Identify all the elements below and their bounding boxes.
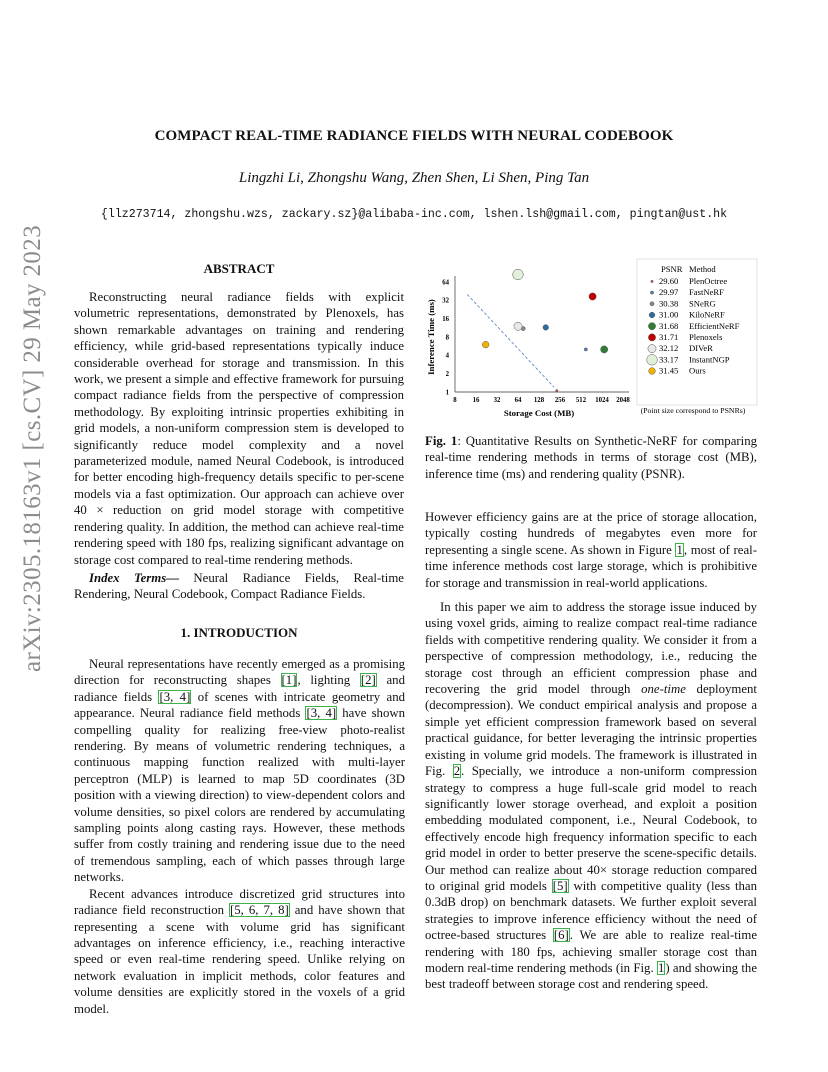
- legend-psnr: 31.00: [659, 309, 679, 320]
- legend-marker: [648, 345, 656, 353]
- y-tick-label: 1: [445, 389, 449, 397]
- legend-marker: [649, 368, 656, 375]
- legend-psnr: 33.17: [659, 354, 679, 365]
- y-tick-label: 16: [442, 316, 449, 324]
- legend-psnr: 31.68: [659, 320, 679, 331]
- citation-link[interactable]: [1]: [281, 673, 297, 688]
- legend-method: FastNeRF: [689, 287, 724, 298]
- figure-note: (Point size correspond to PSNRs): [640, 406, 746, 415]
- legend-psnr: 31.71: [659, 332, 679, 342]
- citation-link[interactable]: [2]: [360, 673, 376, 688]
- point-instantngp: [513, 269, 524, 280]
- figure-link[interactable]: 2: [453, 764, 461, 779]
- index-terms-text: Neural Radiance Fields, Real-time Rendering, Neural Codebook, Compact Radiance Fields.: [74, 571, 404, 602]
- legend-psnr: 31.45: [659, 365, 679, 376]
- citation-link[interactable]: [3, 4]: [159, 689, 191, 704]
- legend-method: PlenOctree: [689, 276, 728, 286]
- arxiv-side-label: arXiv:2305.18163v1 [cs.CV] 29 May 2023: [19, 224, 46, 672]
- citation-link[interactable]: [5, 6, 7, 8]: [230, 903, 289, 918]
- author-emails: {llz273714, zhongshu.wzs, zackary.sz}@alibaba-inc.com, lshen.lsh@gmail.com, pingtan@ust.hk: [100, 208, 728, 221]
- abstract-text: [74, 289, 404, 568]
- citation-link[interactable]: [5]: [552, 878, 568, 893]
- legend-marker: [648, 323, 655, 330]
- introduction-text: [74, 656, 405, 1017]
- point-plenoxels: [589, 293, 596, 300]
- point-plenoctree: [556, 390, 558, 392]
- index-terms-label: Index Terms—: [89, 571, 180, 585]
- author-list: Lingzhi Li, Zhongshu Wang, Zhen Shen, Li Shen, Ping Tan: [238, 170, 590, 186]
- figure-caption: Fig. 1: Quantitative Results on Synthetic-NeRF for comparing real-time rendering methods in terms of storage cost (MB), inference time (ms) and rendering quality (PSNR).: [425, 434, 757, 481]
- x-tick-label: 8: [453, 397, 457, 404]
- y-tick-label: 2: [445, 371, 449, 379]
- figure-1-chart: [425, 254, 760, 424]
- y-tick-label: 4: [445, 352, 449, 360]
- legend-method: InstantNGP: [689, 354, 730, 365]
- legend-header-method: Method: [689, 264, 716, 274]
- x-tick-label: 128: [533, 397, 545, 404]
- right-paragraph-2: In this paper we aim to address the storage issue induced by using voxel grids, aiming to realize compact real-time radiance fields with competitive rendering quality. We consider it from a perspective of compression methodology, i.e., reducing the storage cost through an efficient compression phase and recovering the grid model through one-time deployment (decompression). We conduct empirical analysis and propose a simple yet efficient compression framework based on several practical guidance, for better leveraging the intrinsic properties existing in volume grid models. The framework is illustrated in Fig. 2. Specially, we introduce a non-uniform compression strategy to compress a huge full-scale grid model to reach significantly lower storage overhead, and exploit a position embedding modulated component, i.e., Neural Codebook, to effectively encode high frequency information specific to each grid model in order to better preserve the scene-specific details. Our method can realize about 40× storage reduction compared to original grid models [5] with competitive quality (less than 0.3dB drop) on benchmark datasets. We further exploit several strategies to improve inference efficiency without the need of octree-based structures [6]. We are able to realize real-time rendering with 180 fps, achieving smaller storage cost than modern real-time rendering methods (in Fig. 1) and showing the best tradeoff between storage cost and rendering speed.: [425, 600, 758, 992]
- right-paragraph-1: However efficiency gains are at the price of storage allocation, typically costing hundreds of megabytes even more for representing a single scene. As shown in Figure 1, most of real-time inference methods cost large storage, which is prohibitive for storage and transmission in real-world applications.: [425, 510, 757, 590]
- intro-paragraph-2: Recent advances introduce discretized grid structures into radiance field reconstruction [5, 6, 7, 8] and have shown that representing a scene with volume grid has significant advantages on inference efficiency, i.e., reaching interactive speed or even real-time rendering speed. Unlike relying on network evaluation in implicit methods, color features and volume densities are explicitly stored in the voxels of a grid model.: [74, 886, 405, 1016]
- x-tick-label: 512: [575, 397, 587, 404]
- citation-link[interactable]: [6]: [553, 928, 569, 943]
- citation-link[interactable]: [3, 4]: [306, 706, 337, 721]
- paper-title: COMPACT REAL-TIME RADIANCE FIELDS WITH NEURAL CODEBOOK: [154, 128, 674, 144]
- legend-header-psnr: PSNR: [661, 264, 683, 274]
- point-fastnerf: [584, 348, 587, 351]
- x-tick-label: 64: [514, 397, 522, 404]
- legend-marker: [650, 302, 654, 306]
- legend-psnr: 29.97: [659, 287, 679, 298]
- section-heading-introduction: 1. INTRODUCTION: [180, 625, 298, 640]
- x-tick-label: 2048: [616, 397, 630, 404]
- legend-psnr: 29.60: [659, 276, 679, 286]
- figure-link[interactable]: 1: [657, 960, 665, 975]
- figure-label: Fig. 1: [425, 434, 458, 448]
- legend-method: SNeRG: [689, 298, 716, 309]
- y-tick-label: 32: [442, 297, 449, 305]
- legend-method: Plenoxels: [689, 332, 723, 342]
- y-tick-label: 64: [442, 279, 449, 287]
- x-axis-label: Storage Cost (MB): [503, 408, 575, 418]
- legend-marker: [651, 280, 653, 282]
- legend-marker: [648, 334, 655, 341]
- tradeoff-guide-line: [467, 294, 554, 387]
- legend-marker: [650, 291, 653, 294]
- legend-marker: [649, 312, 655, 318]
- point-diver: [514, 322, 522, 330]
- figure-link[interactable]: 1: [676, 542, 683, 557]
- index-terms: [74, 570, 404, 603]
- legend-psnr: 32.12: [659, 343, 679, 354]
- legend-method: DIVeR: [689, 343, 713, 354]
- x-tick-label: 256: [554, 397, 566, 404]
- intro-paragraph-1: Neural representations have recently emerged as a promising direction for reconstructing shapes [1], lighting [2] and radiance fields [3, 4] of scenes with intricate geometry and appearance. Neural radiance field methods [3, 4] have shown compelling quality for realizing free-view photo-realist rendering. By means of volumetric rendering techniques, a continuous mapping function realized with multi-layer perceptron (MLP) is learned to map 5D coordinates (3D position with a viewing direction) to view-dependent colors and volume densities, so pixel colors are rendered by accumulating sampling points along casting rays. However, these methods suffer from costly training and rendering issue due to the need of tremendous sampling, each of which passes through large networks.: [74, 657, 405, 885]
- point-ours: [482, 341, 489, 348]
- abstract-paragraph: Reconstructing neural radiance fields with explicit volumetric representations, demonstrated by Plenoxels, has shown remarkable advantages on training and rendering efficiency, while grid-based representations typically induce considerable overhead for storage and transmission. In this work, we present a simple and effective framework for pursuing compact radiance fields from the perspective of compression methodology. By exploiting intrinsic properties exhibiting in grid models, a non-uniform compression stem is developed to significantly reduce model complexity and a novel parameterized module, named Neural Codebook, is introduced for better encoding high-frequency details specific to per-scene models via a fast optimization. Our approach can achieve over 40 × reduction on grid model storage with competitive rendering quality. In addition, the method can achieve real-time rendering speed with 180 fps, realizing significant advantage on storage cost compared to real-time rendering methods.: [74, 290, 404, 567]
- legend-method: EfficientNeRF: [689, 320, 740, 331]
- legend-psnr: 30.38: [659, 298, 679, 309]
- point-kilonerf: [543, 325, 549, 331]
- y-axis-label: Inference Time (ms): [426, 299, 436, 375]
- legend-method: Ours: [689, 365, 706, 376]
- point-efficientnerf: [601, 346, 608, 353]
- y-tick-label: 8: [445, 334, 449, 342]
- x-tick-label: 16: [472, 397, 480, 404]
- x-tick-label: 32: [493, 397, 501, 404]
- x-tick-label: 1024: [595, 397, 609, 404]
- right-column-text: [425, 509, 757, 993]
- legend-marker: [647, 354, 658, 365]
- legend-method: KiloNeRF: [689, 309, 725, 320]
- abstract-heading: ABSTRACT: [203, 261, 275, 276]
